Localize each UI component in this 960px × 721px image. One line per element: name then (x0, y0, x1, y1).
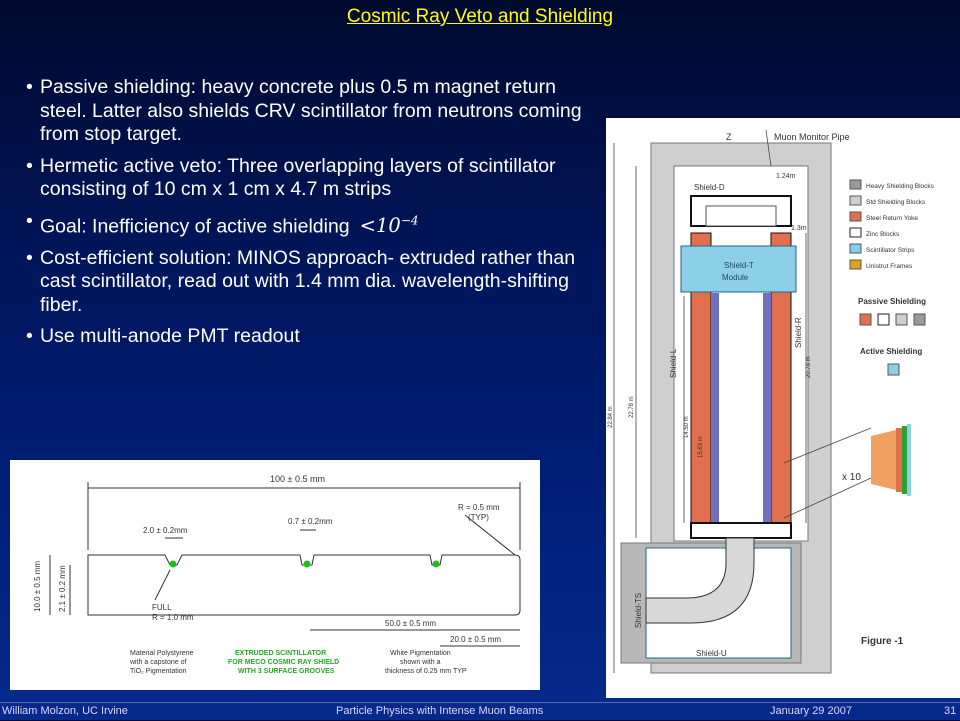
scintillator-cross-section-figure (10, 460, 540, 690)
dim-1450-label: 14.50 m (684, 416, 690, 438)
bullet-cost-efficient: • Cost-efficient solution: MINOS approach- extruded rather than cast scintillator, read out with 1.4 mm dia. wavelength-shifting fiber. (26, 247, 591, 318)
slide-footer (0, 702, 960, 721)
shield-d-label: Shield-D (694, 183, 725, 192)
passive-swatch (914, 314, 925, 325)
figure-label: Figure -1 (861, 636, 904, 647)
height-21-label: 2.1 ± 0.2 mm (58, 565, 67, 612)
extruded-note-3: WITH 3 SURFACE GROOVES (238, 668, 335, 675)
passive-swatch (860, 314, 871, 325)
active-shielding-title: Active Shielding (860, 347, 923, 356)
bullet-active-veto: • Hermetic active veto: Three overlapping layers of scintillator consisting of 10 cm x 1 cm x 4.7 m strips (26, 155, 591, 202)
shield-u-label: Shield-U (696, 649, 727, 658)
dim-1563-label: 15.63 m (698, 436, 704, 458)
dim-2284-label: 22.84 m (608, 406, 614, 428)
passive-shielding-title: Passive Shielding (858, 297, 927, 306)
dim-124-label: 1.24m (776, 173, 796, 180)
shielding-layout-figure (606, 118, 960, 698)
dim-2078-label: 20.78 m (806, 356, 812, 378)
legend-swatch (850, 260, 861, 269)
legend-label: Steel Return Yoke (866, 215, 919, 222)
legend-swatch (850, 196, 861, 205)
legend-label: Heavy Shielding Blocks (866, 183, 934, 190)
radius-typ-label-2: (TYP) (468, 513, 489, 522)
dim-2278-label: 22.78 m (629, 396, 635, 418)
bullet-list (26, 76, 591, 357)
dim-2-label: 2.0 ± 0.2mm (143, 526, 188, 535)
passive-swatch (878, 314, 889, 325)
legend-label: Unistrut Frames (866, 263, 913, 270)
pigment-note-1: White Pigmentation (390, 650, 451, 657)
footer-author: William Molzon, UC Irvine (2, 705, 128, 717)
legend-swatch (850, 180, 861, 189)
legend (850, 180, 935, 270)
slide-title: Cosmic Ray Veto and Shielding (346, 6, 614, 27)
bullet-goal-text: Goal: Inefficiency of active shielding (40, 215, 350, 237)
dim-07-label: 0.7 ± 0.2mm (288, 517, 333, 526)
muon-pipe-label: Muon Monitor Pipe (774, 132, 850, 142)
extruded-note-2: FOR MECO COSMIC RAY SHIELD (228, 659, 340, 666)
height-10-label: 10.0 ± 0.5 mm (33, 560, 42, 612)
footer-date: January 29 2007 (770, 705, 852, 717)
dim-13-label: 1.3m (791, 225, 807, 232)
radius-typ-label-1: R = 0.5 mm (458, 503, 500, 512)
extruded-note-1: EXTRUDED SCINTILLATOR (235, 650, 327, 657)
active-swatch (888, 364, 899, 375)
legend-swatch (850, 212, 861, 221)
shield-ts-label: Shield-TS (634, 592, 643, 628)
bullet-goal (26, 210, 591, 239)
shield-t-label-1: Shield-T (724, 261, 754, 270)
inefficiency-formula: $<10^{-4}$ (359, 213, 419, 237)
passive-swatch (896, 314, 907, 325)
footer-talk-title: Particle Physics with Intense Muon Beams (336, 705, 544, 717)
material-note-3: TiO₂ Pigmentation (130, 668, 187, 675)
legend-label: Scintillator Strips (866, 247, 915, 254)
zoom-x10-label: x 10 (842, 472, 861, 483)
dim-20-label: 20.0 ± 0.5 mm (450, 635, 502, 644)
legend-label: Zinc Blocks (866, 231, 900, 238)
full-label-1: FULL (152, 603, 172, 612)
legend-label: Std Shielding Blocks (866, 199, 926, 206)
bullet-pmt-readout: • Use multi-anode PMT readout (26, 325, 591, 349)
legend-swatch (850, 228, 861, 237)
dim-50-label: 50.0 ± 0.5 mm (385, 619, 437, 628)
shield-r-label: Shield-R (794, 317, 803, 348)
pigment-note-2: shown with a (400, 659, 441, 666)
full-label-2: R = 1.0 mm (152, 613, 194, 622)
pigment-note-3: thickness of 0.25 mm TYP (385, 668, 467, 675)
z-axis-label: Z (726, 132, 732, 142)
shield-l-label: Shield-L (669, 348, 678, 378)
bullet-passive-shielding: • Passive shielding: heavy concrete plus 0.5 m magnet return steel. Latter also shields CRV scintillator from neutrons coming from stop target. (26, 76, 591, 147)
material-note-2: with a capstone of (130, 659, 187, 666)
dim-100-label: 100 ± 0.5 mm (270, 474, 325, 484)
footer-page-number: 31 (944, 705, 957, 717)
shield-t-label-2: Module (722, 273, 749, 282)
material-note-1: Material Polystyrene (130, 650, 194, 657)
legend-swatch (850, 244, 861, 253)
